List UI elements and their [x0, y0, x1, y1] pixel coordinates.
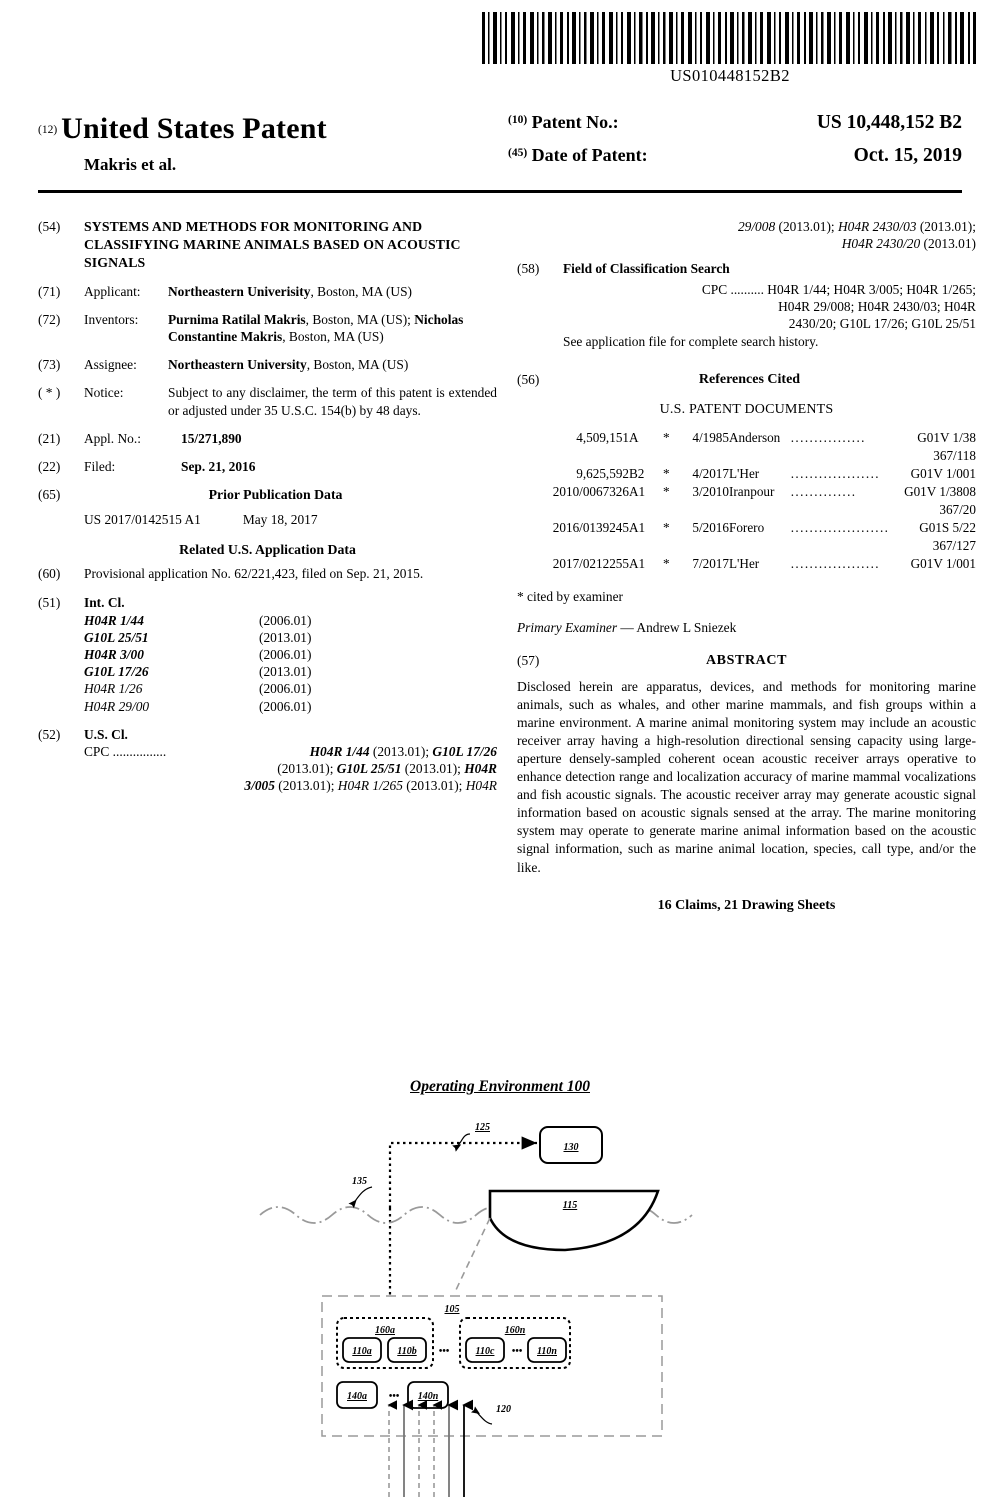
- masthead-left: [38, 112, 508, 175]
- applicant-label: Applicant:: [84, 283, 141, 299]
- authors: Makris et al.: [84, 155, 177, 174]
- ref-dots: .....................: [790, 519, 890, 535]
- leader-line-135: [352, 1187, 372, 1205]
- cpc-version: (2013.01);: [775, 219, 838, 234]
- field-us-cl: [38, 726, 497, 795]
- field-of-search-see-note: See application file for complete search history.: [563, 334, 819, 350]
- cpc-code: G10L 17/26: [432, 743, 497, 759]
- label-105: 105: [444, 1304, 460, 1315]
- int-cl-version: (2006.01): [259, 698, 312, 714]
- label-160a: 160a: [375, 1325, 395, 1336]
- field-field-of-search: [517, 260, 976, 277]
- int-cl-version: (2006.01): [259, 647, 312, 663]
- cpc-code: H04R: [465, 778, 497, 794]
- appl-no-label: Appl. No.:: [84, 430, 141, 446]
- assignee-address: , Boston, MA (US): [306, 357, 409, 373]
- appl-no-value: [181, 430, 497, 447]
- barcode-number: US010448152B2: [670, 66, 790, 85]
- ref-number: 2016/0139245: [552, 519, 629, 535]
- table-row: [517, 556, 976, 574]
- code-51: (51): [38, 594, 61, 610]
- ref-star: *: [663, 555, 670, 571]
- int-cl-heading: Int. Cl.: [84, 594, 125, 610]
- ref-number: 4,509,151: [576, 430, 629, 446]
- int-cl-code: H04R 1/44: [84, 612, 144, 628]
- code-12: (12): [38, 124, 58, 136]
- ref-date: 7/2017: [692, 555, 729, 571]
- cpc-line-2: [84, 760, 497, 777]
- filed-text: Sep. 21, 2016: [181, 458, 256, 474]
- appl-no-text: 15/271,890: [181, 430, 242, 446]
- cpc-version: (2013.01);: [277, 761, 337, 777]
- ref-kind: A1: [629, 555, 646, 571]
- focs-line-1: CPC .......... H04R 1/44; H04R 3/005; H04R 1/265;: [701, 282, 976, 297]
- ref-date: 3/2010: [692, 484, 729, 500]
- field-related-application: [38, 565, 497, 582]
- patent-number-label: [508, 112, 683, 133]
- ref-kind: B2: [629, 466, 645, 482]
- primary-examiner-name: Andrew L Sniezek: [636, 619, 737, 635]
- ref-number: 2017/0212255: [552, 555, 629, 571]
- field-notice: [38, 384, 497, 418]
- label-115: 115: [562, 1200, 578, 1211]
- cpc-prefix: CPC ................: [84, 743, 167, 759]
- ref-dots: ...................: [790, 466, 880, 482]
- related-application-heading: Related U.S. Application Data: [179, 541, 356, 557]
- patent-title-line: [38, 112, 508, 146]
- patent-date-row: [508, 145, 962, 167]
- date-of-patent-text: Date of Patent:: [531, 145, 648, 165]
- cpc-code: H04R 1/44: [309, 743, 370, 759]
- table-row-sub: [517, 502, 976, 520]
- patent-date-label: [508, 145, 683, 166]
- patent-number-row: [508, 112, 962, 134]
- leader-line-125: [455, 1134, 470, 1148]
- ref-dots: ................: [790, 430, 866, 446]
- cpc-code: 29/008: [737, 219, 776, 234]
- int-cl-code: H04R 3/00: [84, 647, 144, 663]
- ref-name: L'Her: [729, 555, 760, 571]
- label-110a: 110a: [352, 1346, 372, 1357]
- label-140a: 140a: [347, 1391, 367, 1402]
- code-72: (72): [38, 311, 61, 327]
- us-patent-documents-subheading: U.S. PATENT DOCUMENTS: [659, 401, 834, 417]
- references-cited-heading: References Cited: [698, 371, 801, 387]
- barcode-block: [480, 12, 980, 86]
- table-row: [517, 520, 976, 538]
- cpc-code: H04R 2430/03: [838, 219, 917, 234]
- ref-date: 4/2017: [692, 466, 729, 482]
- label-160n: 160n: [504, 1325, 526, 1336]
- figure-title: Operating Environment 100: [410, 1078, 590, 1095]
- code-52: (52): [38, 726, 61, 742]
- code-56: (56): [517, 371, 540, 387]
- left-column: [38, 218, 497, 915]
- field-filed: [38, 458, 497, 475]
- ref-classification: G01V 1/3808: [904, 484, 976, 500]
- field-assignee: [38, 356, 497, 373]
- field-inventors: [38, 311, 497, 345]
- us-cl-cpc: [84, 743, 497, 794]
- label-130: 130: [563, 1142, 579, 1153]
- field-of-search-heading: Field of Classification Search: [563, 260, 730, 276]
- ref-date: 5/2016: [692, 519, 729, 535]
- ref-star: *: [663, 519, 670, 535]
- label-135: 135: [352, 1176, 367, 1187]
- prior-publication-heading: Prior Publication Data: [208, 487, 343, 503]
- patent-date-value: Oct. 15, 2019: [853, 145, 962, 166]
- code-10: (10): [508, 114, 528, 126]
- cpc-line-3: [84, 777, 497, 794]
- header-divider: [38, 190, 962, 193]
- ref-star: *: [663, 430, 670, 446]
- code-73: (73): [38, 357, 61, 373]
- inventor-2-address: , Boston, MA (US): [282, 329, 384, 345]
- table-row: [517, 484, 976, 502]
- abstract-text: Disclosed herein are apparatus, devices, and methods for monitoring marine animals, such as whales, and other marine mammals, and fish groups within a marine environment. A marine animal monitoring system may include an acoustic receiver array having a high-resolution directional sensing capacity using large-aperture densely-sampled coherent ocean acoustic receiver arrays operative to enhance detection range and localization accuracy of marine mammal vocalizations and fish acoustic signals. The acoustic receiver array may generate acoustic signal information based on acoustic signals sensed at the array. The marine monitoring system may operate to generate marine animal information based on the acoustic signal information, such as marine animal location, species, call type, and/or the like.: [517, 678, 976, 875]
- applicant-address: , Boston, MA (US): [310, 283, 412, 299]
- int-cl-code: G10L 17/26: [84, 664, 149, 680]
- barcode-image: [480, 12, 980, 64]
- field-references-cited: [517, 371, 976, 389]
- label-110n: 110n: [536, 1346, 558, 1357]
- cpc-code: 3/005: [244, 778, 275, 794]
- int-cl-block: [84, 594, 497, 715]
- code-65: (65): [38, 487, 61, 503]
- cpc-cont-line-2: [517, 235, 976, 252]
- ellipsis-groups: •••: [438, 1346, 450, 1357]
- inventors-label: Inventors:: [84, 311, 139, 327]
- ref-number: 2010/0067326: [552, 484, 629, 500]
- cpc-version: (2013.01);: [402, 778, 466, 794]
- code-22: (22): [38, 458, 61, 474]
- label-110b: 110b: [397, 1346, 417, 1357]
- int-cl-version: (2013.01): [259, 629, 312, 645]
- ref-number: 9,625,592: [576, 466, 629, 482]
- cpc-code: H04R 1/265: [337, 778, 403, 794]
- ref-name: Forero: [729, 519, 765, 535]
- publication-number: US 2017/0142515 A1: [84, 511, 201, 527]
- cpc-code: G10L 25/51: [336, 761, 402, 777]
- primary-examiner-dash: —: [617, 619, 637, 635]
- field-of-search-lines: [563, 281, 976, 332]
- applicant-name: Northeastern Univerisity: [168, 283, 311, 299]
- patent-no-text: Patent No.:: [531, 112, 619, 132]
- ref-dots: ..............: [790, 484, 857, 500]
- inventor-1-name: Purnima Ratilal Makris: [168, 311, 306, 327]
- code-71: (71): [38, 283, 61, 299]
- int-cl-code: H04R 1/26: [84, 681, 143, 697]
- int-cl-row: [84, 698, 497, 715]
- ref-name: Iranpour: [729, 484, 775, 500]
- code-57: (57): [517, 652, 540, 668]
- table-row: [517, 466, 976, 484]
- table-row-sub: [517, 538, 976, 556]
- label-125: 125: [475, 1122, 490, 1133]
- invention-title: SYSTEMS AND METHODS FOR MONITORING AND CLASSIFYING MARINE ANIMALS BASED ON ACOUSTIC SIGNALS: [84, 219, 461, 270]
- ellipsis-nodes: •••: [511, 1346, 523, 1357]
- table-row-sub: [517, 448, 976, 466]
- ref-subclassification: 367/118: [933, 448, 976, 464]
- code-45: (45): [508, 147, 528, 159]
- ref-star: *: [663, 466, 670, 482]
- notice-text: Subject to any disclaimer, the term of this patent is extended or adjusted under 35 U.S.C. 154(b) by 48 days.: [168, 385, 497, 418]
- ref-name: L'Her: [729, 466, 760, 482]
- ref-subclassification: 367/127: [932, 537, 976, 553]
- claims-and-sheets-line: 16 Claims, 21 Drawing Sheets: [657, 897, 836, 913]
- masthead-right: [508, 112, 962, 175]
- table-row: [517, 430, 976, 448]
- abstract-heading: ABSTRACT: [705, 652, 788, 668]
- ref-classification: G01S 5/22: [919, 519, 976, 535]
- int-cl-version: (2013.01): [259, 664, 312, 680]
- masthead: [38, 112, 962, 175]
- code-54: (54): [38, 219, 61, 234]
- code-58: (58): [517, 260, 540, 276]
- ref-kind: A1: [629, 484, 646, 500]
- filed-value: [181, 458, 497, 475]
- int-cl-row: [84, 612, 497, 629]
- cpc-code: H04R 2430/20: [841, 236, 921, 252]
- ref-subclassification: 367/20: [939, 502, 976, 517]
- filed-label: Filed:: [84, 458, 116, 474]
- patent-number-value: US 10,448,152 B2: [816, 112, 962, 133]
- page-title: United States Patent: [61, 112, 327, 145]
- field-prior-publication: [38, 486, 497, 504]
- primary-examiner-label: Primary Examiner: [517, 619, 618, 635]
- publication-date: May 18, 2017: [242, 511, 318, 527]
- figure-operating-environment: [0, 1060, 1000, 1500]
- us-cl-block: [84, 726, 497, 795]
- label-110c: 110c: [475, 1346, 495, 1357]
- right-column: [517, 218, 976, 915]
- int-cl-code: H04R 29/00: [84, 698, 150, 714]
- focs-line-2: H04R 29/008; H04R 2430/03; H04R: [778, 299, 976, 315]
- cpc-version: (2013.01);: [401, 761, 465, 777]
- label-140n: 140n: [417, 1391, 439, 1402]
- ref-star: *: [663, 484, 670, 500]
- cpc-continuation: [517, 218, 976, 253]
- cpc-cont-line-1: [517, 218, 976, 235]
- ref-classification: G01V 1/001: [910, 466, 976, 482]
- tow-line: [455, 1218, 490, 1292]
- cpc-version: (2013.01): [920, 236, 976, 252]
- int-cl-code: G10L 25/51: [84, 629, 149, 645]
- figure-drawing: [0, 1060, 1000, 1500]
- cited-by-examiner-note: * cited by examiner: [517, 588, 623, 604]
- references-table: [517, 430, 976, 573]
- inventor-1-address: , Boston, MA (US);: [305, 311, 415, 327]
- ref-classification: G01V 1/001: [910, 555, 976, 571]
- leader-line-120: [474, 1410, 492, 1424]
- int-cl-row: [84, 646, 497, 663]
- label-120: 120: [496, 1404, 511, 1415]
- field-applicant: [38, 283, 497, 300]
- cpc-version: (2013.01);: [369, 743, 433, 759]
- abstract-header: [517, 652, 976, 670]
- code-21: (21): [38, 430, 61, 446]
- code-asterisk: ( * ): [38, 385, 61, 401]
- primary-examiner-line: [517, 619, 976, 636]
- ref-name: Anderson: [729, 430, 781, 446]
- us-cl-heading: U.S. Cl.: [84, 726, 128, 742]
- ref-classification: G01V 1/38: [917, 430, 976, 446]
- ref-date: 4/1985: [692, 430, 729, 446]
- cpc-version: (2013.01);: [916, 219, 976, 234]
- cpc-line-1: [84, 743, 497, 760]
- int-cl-version: (2006.01): [259, 612, 312, 628]
- ellipsis-140: •••: [388, 1391, 400, 1402]
- assignee-name: Northeastern University: [168, 357, 307, 373]
- inventor-2-name: Nicholas Constantine Makris: [168, 311, 464, 345]
- field-appl-no: [38, 430, 497, 447]
- int-cl-version: (2006.01): [259, 681, 312, 697]
- focs-line-3: 2430/20; G10L 17/26; G10L 25/51: [788, 316, 976, 332]
- applicant-value: [168, 283, 497, 300]
- assignee-value: [168, 356, 497, 373]
- related-application-text: Provisional application No. 62/221,423, filed on Sep. 21, 2015.: [84, 566, 424, 582]
- cpc-code: H04R: [464, 761, 497, 777]
- inventors-value: [168, 311, 497, 345]
- bibliographic-columns: [38, 218, 976, 915]
- int-cl-row: [84, 629, 497, 646]
- field-int-cl: [38, 594, 497, 715]
- code-60: (60): [38, 566, 61, 582]
- prior-publication-line: [84, 511, 497, 528]
- field-invention-title: [38, 218, 497, 272]
- ref-dots: ...................: [790, 555, 880, 571]
- ref-kind: A: [629, 430, 639, 446]
- int-cl-row: [84, 680, 497, 697]
- assignee-label: Assignee:: [84, 357, 137, 373]
- int-cl-row: [84, 663, 497, 680]
- notice-label: Notice:: [84, 385, 124, 401]
- ref-kind: A1: [629, 519, 646, 535]
- cpc-version: (2013.01);: [274, 778, 338, 794]
